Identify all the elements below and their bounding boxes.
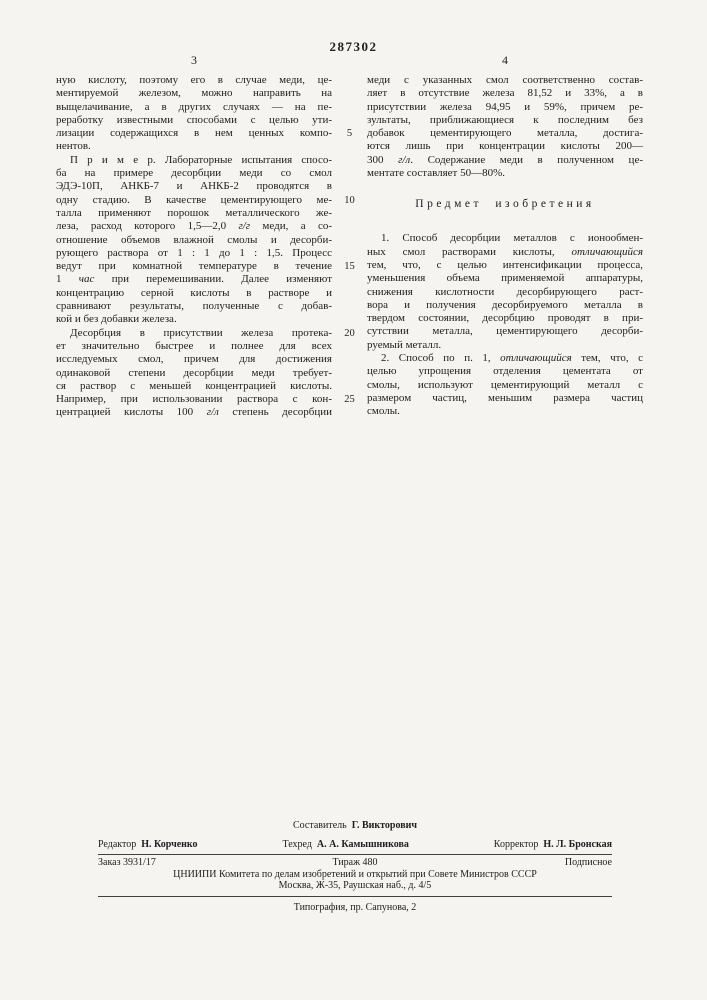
text-line: добавок цементирующего металла, достига- bbox=[367, 127, 643, 140]
text-line: ет значительно быстрее и полнее для всех bbox=[56, 339, 332, 352]
text-line: ментате составляет 50—80%. bbox=[367, 167, 506, 180]
text-line: присутствии железа 94,95 и 59%, причем ре- bbox=[367, 100, 643, 113]
line-number: 15 bbox=[344, 261, 355, 273]
editor-credit bbox=[98, 839, 198, 851]
line-number: 5 bbox=[346, 128, 353, 140]
text-line: П р и м е р. Лабораторные испытания спосо- bbox=[70, 153, 332, 166]
text-line: вора и получения десорбируемого металла в bbox=[367, 298, 643, 311]
text-line: лизации содержащихся в нем ценных компо- bbox=[56, 127, 332, 140]
text-line: отношение объемов влажной смолы и десорби- bbox=[56, 233, 332, 246]
text-line: зультаты, приближающиеся к последним без bbox=[367, 113, 643, 126]
text-line: Например, при использовании раствора с кон- bbox=[56, 393, 332, 406]
text-line: реработку известными способами с целью ути- bbox=[56, 113, 332, 126]
order-line bbox=[98, 857, 612, 869]
order-number: Заказ 3931/17 bbox=[98, 857, 156, 868]
text-line: ба на примере десорбции меди со смол bbox=[56, 167, 332, 180]
claims-section bbox=[367, 232, 643, 418]
paragraph bbox=[56, 74, 332, 154]
techred-credit bbox=[282, 839, 408, 851]
text-line: рующего раствора от 1 : 1 до 1 : 1,5. Процесс bbox=[56, 246, 332, 259]
address-line: Москва, Ж-35, Раушская наб., д. 4/5 bbox=[278, 880, 432, 891]
line-number-gutter bbox=[332, 74, 367, 420]
text-line: 1 час при перемешивании. Далее изменяют bbox=[56, 273, 332, 286]
techred-name: А. А. Камышникова bbox=[316, 838, 409, 850]
text-line: центрацией кислоты 100 г/л степень десорбции bbox=[56, 406, 332, 419]
text-line: кой и без добавки железа. bbox=[56, 313, 177, 326]
paragraph bbox=[367, 232, 643, 352]
text-line: 300 г/л. Содержание меди в полученном це- bbox=[367, 153, 643, 166]
text-line: исследуемых смол, причем для достижения bbox=[56, 353, 332, 366]
paragraph bbox=[56, 327, 332, 420]
text-line: ментируемой железом, можно направить на bbox=[56, 87, 332, 100]
claims-heading: Предмет изобретения bbox=[415, 198, 595, 211]
text-line: ных смол растворами кислоты, отличающийся bbox=[367, 245, 643, 258]
right-column-top bbox=[367, 74, 643, 180]
corrector-role: Корректор bbox=[493, 838, 539, 850]
text-line: ЭДЭ-10П, АНКБ-7 и АНКБ-2 проводятся в bbox=[56, 180, 332, 193]
text-line: нентов. bbox=[56, 140, 91, 153]
compiler-role: Составитель bbox=[292, 820, 347, 831]
text-line: Десорбция в присутствии железа протека- bbox=[70, 326, 332, 339]
footer bbox=[98, 820, 612, 913]
editor-name: Н. Корченко bbox=[141, 838, 198, 850]
paragraph bbox=[367, 352, 643, 418]
page-number-left: 3 bbox=[191, 53, 197, 67]
text-line: 2. Способ по п. 1, отличающийся тем, что, с bbox=[381, 352, 643, 365]
text-line: ся раствор с меньшей концентрацией кислоты. bbox=[56, 379, 332, 392]
compiler-name: Г. Викторович bbox=[351, 820, 418, 831]
text-line: ную кислоту, поэтому его в случае меди, це- bbox=[56, 74, 332, 86]
patent-number: 287302 bbox=[329, 39, 378, 54]
text-body bbox=[56, 74, 643, 420]
text-line: смолы, используют цементирующий металл с bbox=[367, 378, 643, 391]
paragraph bbox=[367, 74, 643, 180]
text-line: талла применяют порошок металлического же- bbox=[56, 206, 332, 219]
techred-role: Техред bbox=[282, 838, 312, 850]
line-number: 10 bbox=[344, 194, 355, 206]
text-line: уменьшения объема применяемой аппаратуры, bbox=[367, 272, 643, 285]
text-line: сравнивают результаты, полученные с добав- bbox=[56, 300, 332, 313]
paragraph bbox=[56, 154, 332, 327]
text-line: меди с указанных смол соответственно состав- bbox=[367, 74, 643, 86]
right-column bbox=[367, 74, 643, 419]
text-line: одну стадию. В качестве цементирующего ме- bbox=[56, 193, 332, 206]
line-number: 20 bbox=[344, 327, 355, 339]
editor-role: Редактор bbox=[98, 838, 137, 850]
corrector-name: Н. Л. Бронская bbox=[543, 838, 612, 850]
text-line: 1. Способ десорбции металлов с ионообмен- bbox=[381, 232, 643, 245]
footer-rule-top bbox=[98, 854, 612, 855]
text-line: твердом состоянии, десорбцию проводят в при- bbox=[367, 312, 643, 325]
text-line: руемый металл. bbox=[367, 338, 442, 351]
text-line: ведут при комнатной температуре в течение bbox=[56, 260, 332, 273]
text-line: снижения кислотности десорбирующего раст- bbox=[367, 285, 643, 298]
line-number: 25 bbox=[344, 394, 355, 406]
text-line: концентрацию серной кислоты в растворе и bbox=[56, 286, 332, 299]
left-column bbox=[56, 74, 332, 420]
text-line: выщелачивание, а в других случаях — на пе- bbox=[56, 100, 332, 113]
text-line: тем, что, с целью интенсификации процесса, bbox=[367, 258, 643, 271]
text-line: ются лишь при концентрации кислоты 200— bbox=[367, 140, 643, 153]
org-line: ЦНИИПИ Комитета по делам изобретений и открытий при Совете Министров СССР bbox=[173, 868, 537, 880]
subscription-note: Подписное bbox=[564, 857, 612, 868]
text-line: леза, расход которого 1,5—2,0 г/г меди, а со- bbox=[56, 220, 333, 233]
compiler-line bbox=[98, 820, 612, 832]
typography-line: Типография, пр. Сапунова, 2 bbox=[293, 901, 417, 913]
footer-rule-bottom bbox=[98, 896, 612, 897]
text-line: целью упрощения отделения цементата от bbox=[367, 365, 643, 378]
text-line: размером частиц, меньшим размера частиц bbox=[367, 391, 643, 404]
corrector-credit bbox=[494, 839, 612, 851]
page-number-right: 4 bbox=[502, 53, 508, 67]
text-line: сутствии металла, цементирующего десорби- bbox=[367, 325, 643, 338]
text-line: смолы. bbox=[367, 405, 400, 418]
staff-line bbox=[98, 839, 612, 851]
print-run: Тираж 480 bbox=[332, 857, 378, 868]
text-line: одинаковой степени десорбции меди требует- bbox=[56, 366, 332, 379]
text-line: ляет в отсутствие железа 81,52 и 33%, а в bbox=[367, 87, 643, 100]
